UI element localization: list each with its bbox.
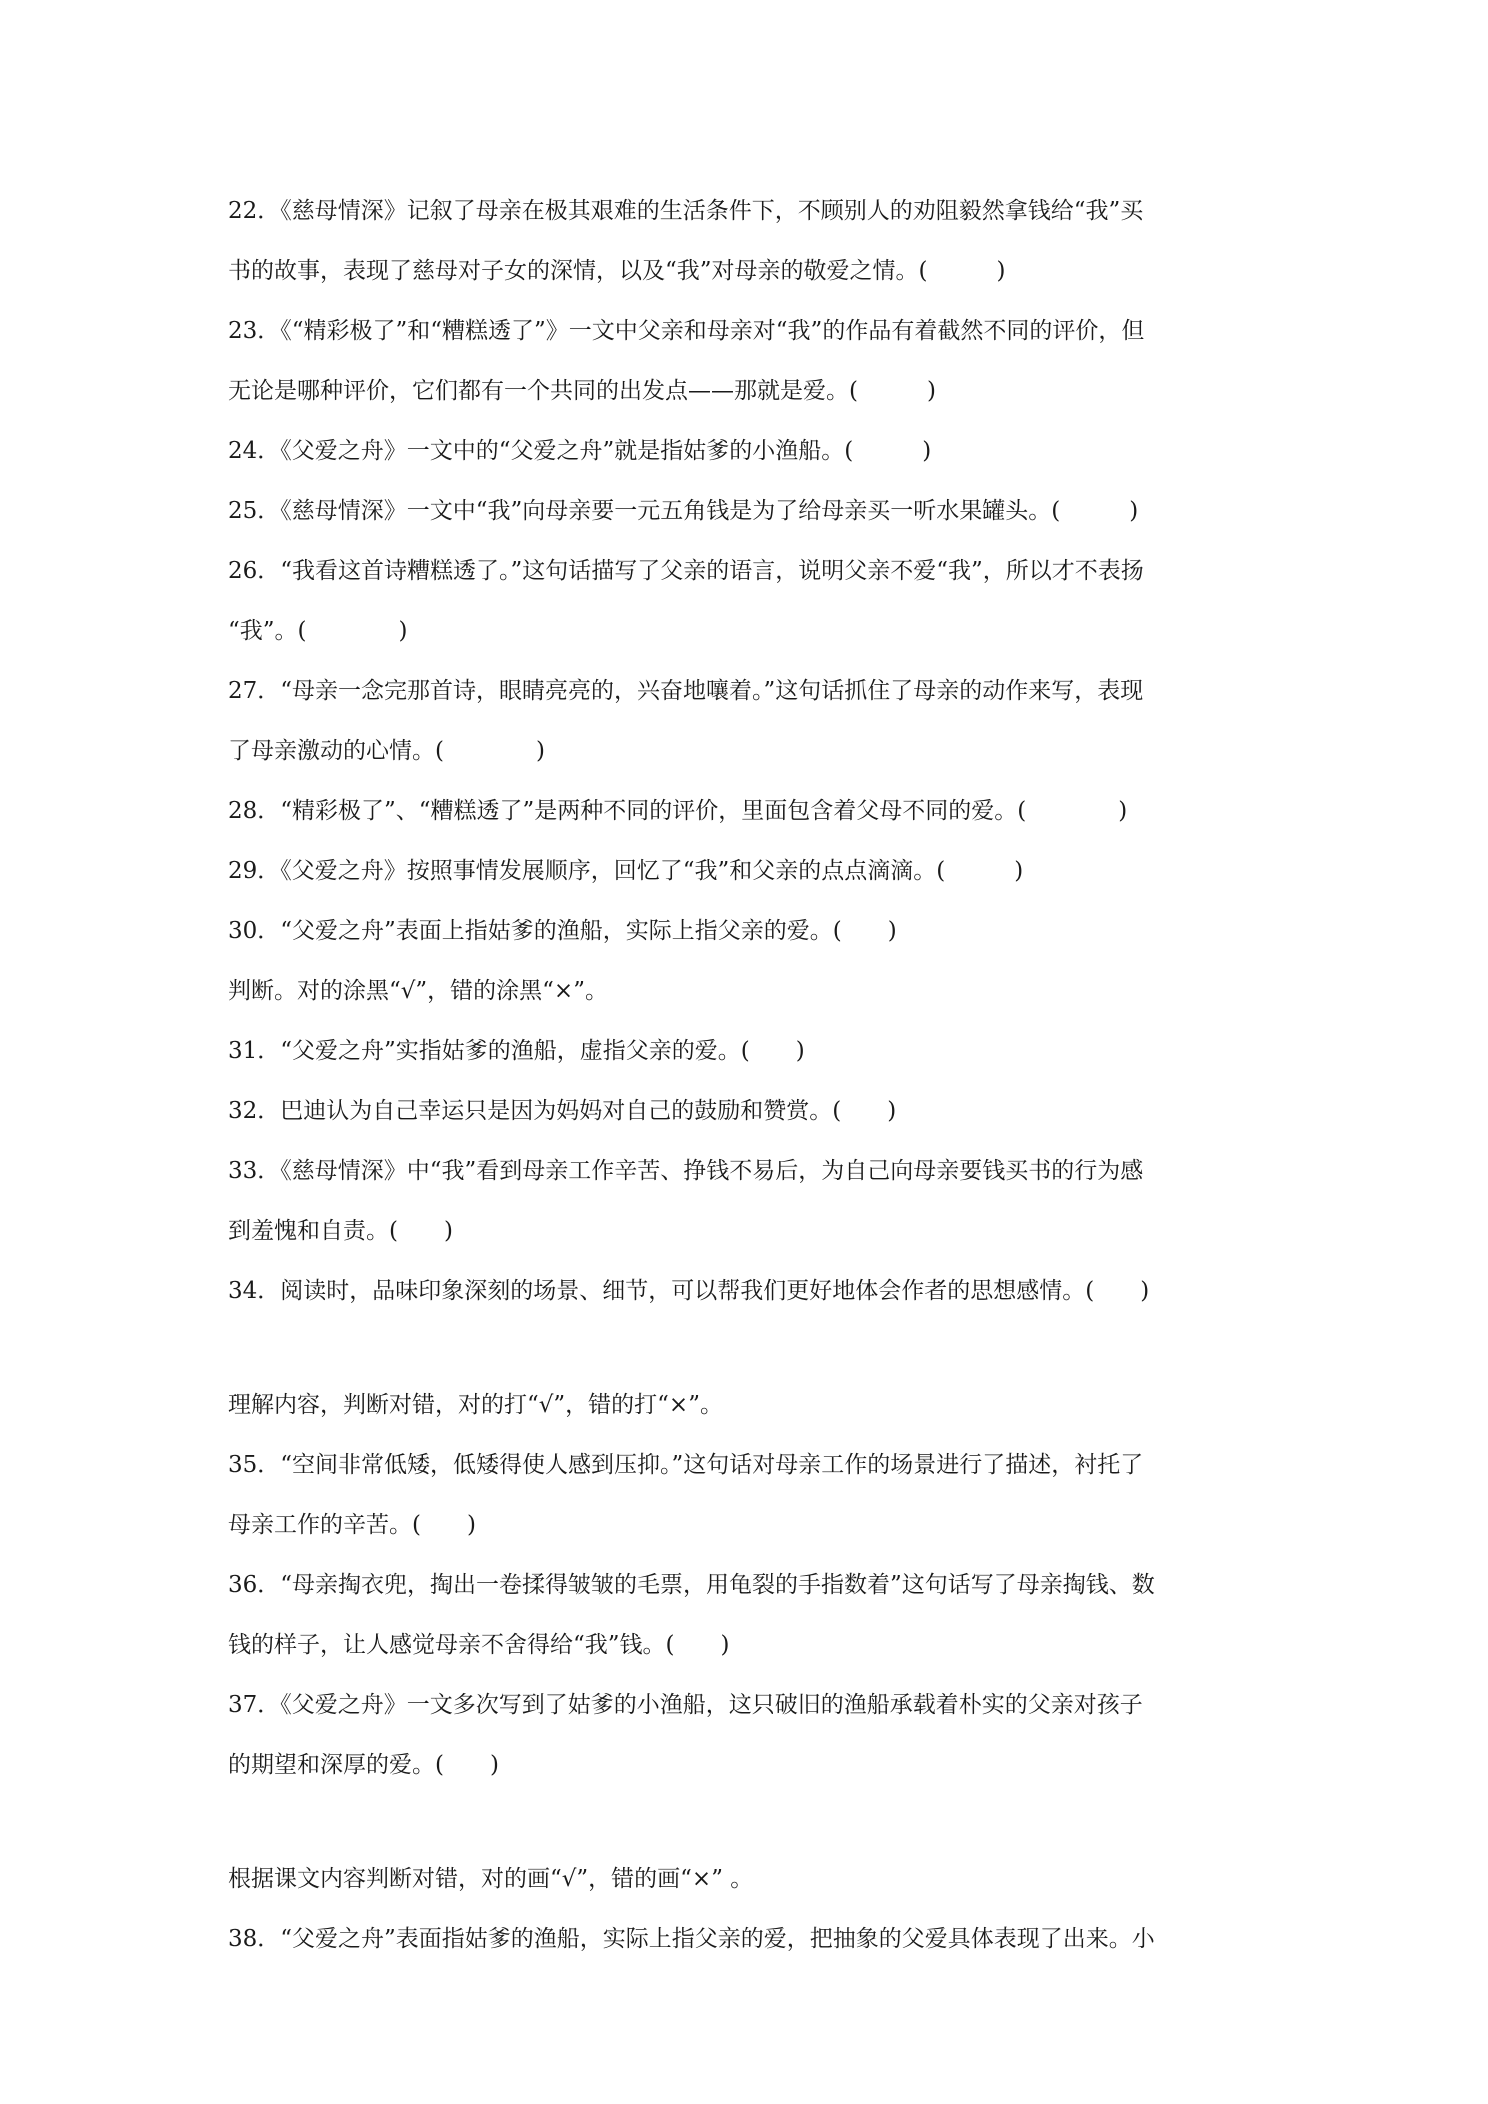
q31-line: 31．“父爱之舟”实指姑爹的渔船，虚指父亲的爱。( ): [228, 1038, 805, 1064]
q37-line-2: 的期望和深厚的爱。( ): [228, 1752, 499, 1778]
q22-line-2: 书的故事，表现了慈母对子女的深情，以及“我”对母亲的敬爱之情。( ): [228, 258, 1006, 284]
section-instruction-1: 判断。对的涂黑“√”，错的涂黑“×”。: [228, 978, 608, 1004]
q29-line: 29．《父爱之舟》按照事情发展顺序，回忆了“我”和父亲的点点滴滴。( ): [228, 858, 1024, 884]
q26-line-1: 26．“我看这首诗糟糕透了。”这句话描写了父亲的语言，说明父亲不爱“我”，所以才不表扬: [228, 558, 1144, 584]
q25-line: 25．《慈母情深》一文中“我”向母亲要一元五角钱是为了给母亲买一听水果罐头。( ): [228, 498, 1139, 524]
q27-line-2: 了母亲激动的心情。( ): [228, 738, 545, 764]
q38-line-1: 38．“父爱之舟”表面指姑爹的渔船，实际上指父亲的爱，把抽象的父爱具体表现了出来。小: [228, 1926, 1155, 1952]
q22-line-1: 22．《慈母情深》记叙了母亲在极其艰难的生活条件下，不顾别人的劝阻毅然拿钱给“我”买: [228, 198, 1144, 224]
q28-line: 28．“精彩极了”、“糟糕透了”是两种不同的评价，里面包含着父母不同的爱。( ): [228, 798, 1128, 824]
q30-line: 30．“父爱之舟”表面上指姑爹的渔船，实际上指父亲的爱。( ): [228, 918, 897, 944]
q26-line-2: “我”。( ): [228, 618, 408, 644]
q36-line-1: 36．“母亲掏衣兜，掏出一卷揉得皱皱的毛票，用龟裂的手指数着”这句话写了母亲掏钱、数: [228, 1572, 1155, 1598]
section-instruction-2: 理解内容，判断对错，对的打“√”，错的打“×”。: [228, 1392, 723, 1418]
q32-line: 32．巴迪认为自己幸运只是因为妈妈对自己的鼓励和赞赏。( ): [228, 1098, 897, 1124]
q36-line-2: 钱的样子，让人感觉母亲不舍得给“我”钱。( ): [228, 1632, 730, 1658]
q23-line-1: 23．《“精彩极了”和“糟糕透了”》一文中父亲和母亲对“我”的作品有着截然不同的评价，但: [228, 318, 1145, 344]
q35-line-2: 母亲工作的辛苦。( ): [228, 1512, 476, 1538]
section-instruction-3: 根据课文内容判断对错，对的画“√”，错的画“×” 。: [228, 1866, 754, 1892]
q33-line-2: 到羞愧和自责。( ): [228, 1218, 453, 1244]
q23-line-2: 无论是哪种评价，它们都有一个共同的出发点——那就是爱。( ): [228, 378, 936, 404]
q33-line-1: 33．《慈母情深》中“我”看到母亲工作辛苦、挣钱不易后，为自己向母亲要钱买书的行为感: [228, 1158, 1144, 1184]
q27-line-1: 27．“母亲一念完那首诗，眼睛亮亮的，兴奋地嚷着。”这句话抓住了母亲的动作来写，表现: [228, 678, 1144, 704]
q37-line-1: 37．《父爱之舟》一文多次写到了姑爹的小渔船，这只破旧的渔船承载着朴实的父亲对孩子: [228, 1692, 1143, 1718]
q24-line: 24．《父爱之舟》一文中的“父爱之舟”就是指姑爹的小渔船。( ): [228, 438, 932, 464]
q34-line: 34．阅读时，品味印象深刻的场景、细节，可以帮我们更好地体会作者的思想感情。( ): [228, 1278, 1150, 1304]
q35-line-1: 35．“空间非常低矮，低矮得使人感到压抑。”这句话对母亲工作的场景进行了描述，衬托了: [228, 1452, 1144, 1478]
